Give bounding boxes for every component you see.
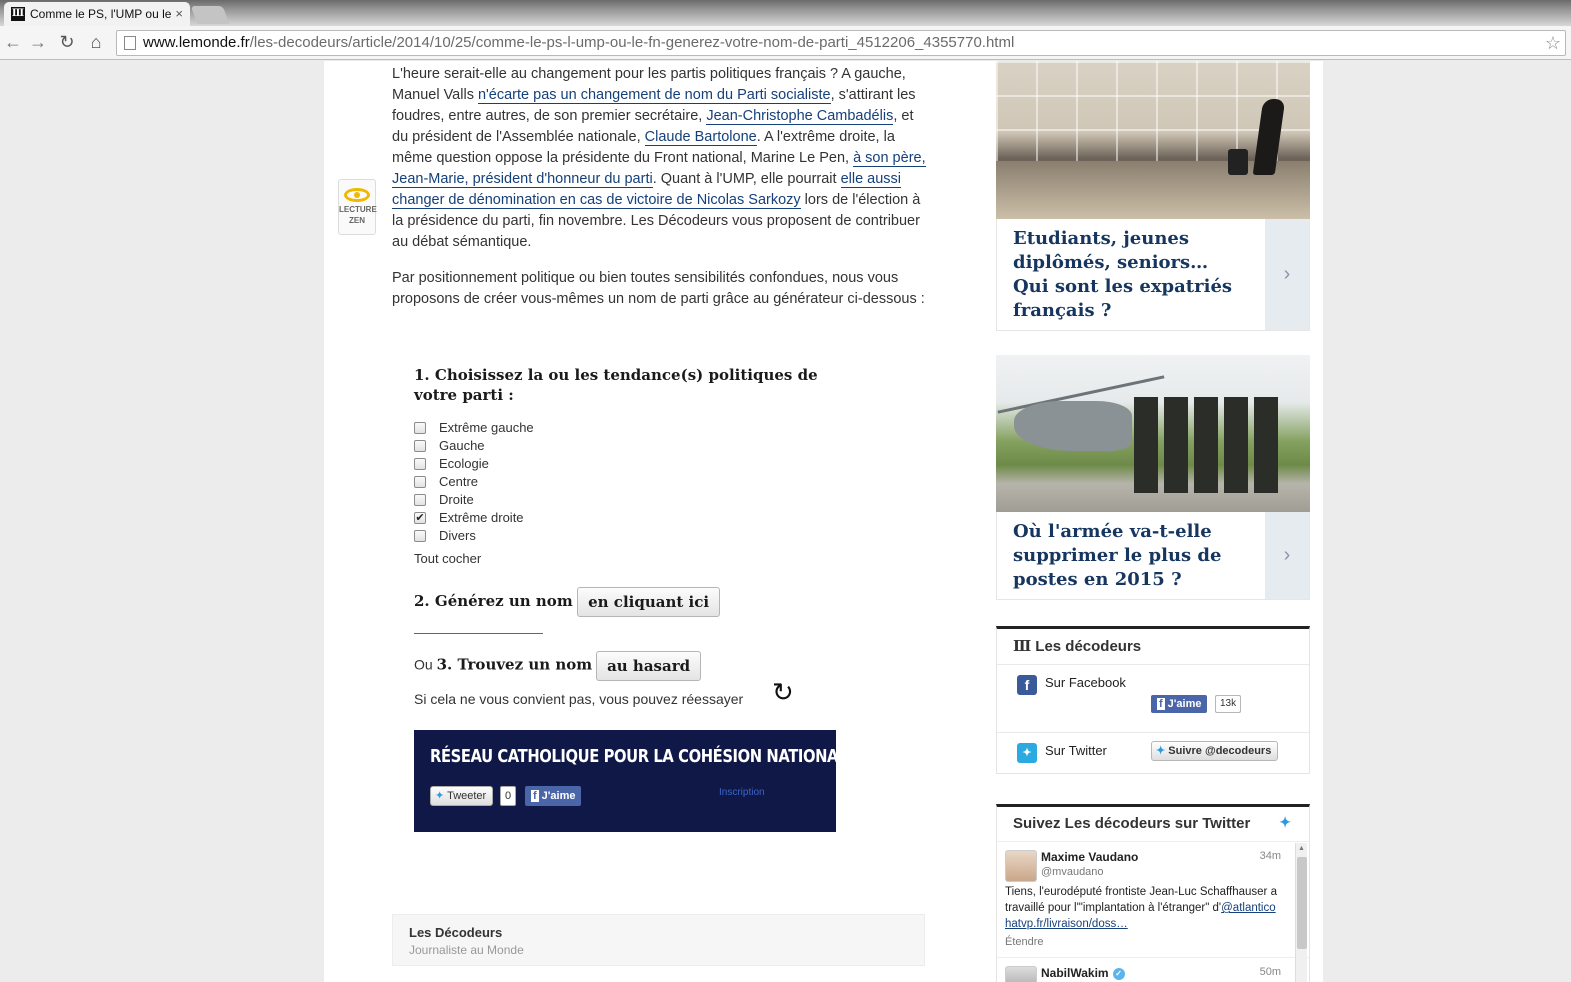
reload-icon[interactable]: ↻	[59, 32, 75, 52]
generated-party-name: RÉSEAU CATHOLIQUE POUR LA COHÉSION NATIONALE	[430, 746, 857, 767]
article-link[interactable]: n'écarte pas un changement de nom du Parti socialiste	[477, 87, 831, 103]
tweet-button[interactable]	[430, 786, 493, 806]
star-icon[interactable]: ☆	[1544, 33, 1561, 53]
tendency-checkbox[interactable]	[414, 494, 426, 506]
tendency-option[interactable]	[414, 527, 854, 545]
generated-name-box	[414, 730, 857, 832]
tweet-link[interactable]: hatvp.fr/livraison/doss…	[1005, 918, 1128, 930]
tweet-author-name[interactable]: Maxime Vaudano	[1041, 850, 1139, 864]
panel-title-text: Les décodeurs	[1035, 638, 1142, 655]
lemonde-favicon-icon: Ⅲ	[11, 8, 25, 19]
tendency-option[interactable]	[414, 419, 854, 437]
article-text: . A l'extrême droite, la même question oppose la présidente du Front national, Marine Le Pen,	[392, 129, 895, 166]
verified-badge-icon: ✓	[1113, 968, 1125, 980]
party-name-generator	[414, 365, 854, 707]
tweet-author-name[interactable]	[1041, 966, 1125, 980]
url-path: /les-decodeurs/article/2014/10/25/comme-le-ps-l-ump-ou-le-fn-generez-votre-nom-de-parti_4512206_4355770.html	[249, 34, 1015, 51]
tendency-checkbox[interactable]	[414, 530, 426, 542]
like-button-label: J'aime	[541, 790, 576, 802]
retry-text: Si cela ne vous convient pas, vous pouvez réessayer	[414, 691, 744, 707]
card-image-soldiers[interactable]	[996, 355, 1310, 512]
tendency-label: Divers	[439, 528, 476, 543]
check-all-link[interactable]: Tout cocher	[414, 551, 482, 566]
twitter-bird-icon[interactable]: ✦	[1279, 814, 1291, 830]
scroll-up-arrow-icon[interactable]: ▲	[1298, 845, 1305, 852]
forward-arrow-icon[interactable]: →	[29, 32, 47, 52]
step3-row	[414, 651, 701, 681]
tendency-option[interactable]	[414, 437, 854, 455]
lecture-zen-button[interactable]	[338, 179, 376, 235]
tendency-label: Extrême droite	[439, 510, 524, 525]
tweet-item	[997, 957, 1309, 982]
twitter-follow-button[interactable]	[1151, 741, 1278, 761]
article-link[interactable]: Jean-Christophe Cambadélis	[706, 108, 894, 124]
page-icon	[124, 36, 136, 50]
step2-row	[414, 587, 720, 617]
retry-row	[414, 677, 794, 707]
tendency-option[interactable]	[414, 473, 854, 491]
facebook-row	[997, 665, 1309, 733]
tweet-text	[1005, 884, 1287, 932]
tweet-text-run: Tiens, l'eurodéputé frontiste Jean-Luc Schaffhauser a travaillé pour l'"implantation à l'étranger" d'	[1005, 886, 1277, 914]
like-label: J'aime	[1167, 698, 1202, 710]
article-text: L'heure serait-elle au changement pour les partis politiques français ? A gauche, Manuel Valls	[392, 66, 906, 103]
tweet-author-name-text: NabilWakim	[1041, 966, 1109, 980]
browser-toolbar	[0, 26, 1571, 60]
tendency-checkbox[interactable]	[414, 458, 426, 470]
author-role: Journaliste au Monde	[409, 943, 524, 957]
tendency-label: Ecologie	[439, 456, 489, 471]
retry-arrow-icon[interactable]: ↻	[772, 677, 794, 707]
tendency-option[interactable]	[414, 491, 854, 509]
tendency-label: Centre	[439, 474, 479, 489]
panel-title	[997, 629, 1309, 665]
tweet-item	[997, 841, 1309, 957]
expand-tweet-link[interactable]: Étendre	[1005, 936, 1044, 948]
author-box	[392, 914, 925, 966]
tendency-label: Extrême gauche	[439, 420, 534, 435]
random-name-button[interactable]: au hasard	[596, 651, 701, 681]
tweet-time[interactable]: 34m	[1259, 850, 1281, 862]
tweet-time[interactable]: 50m	[1259, 966, 1281, 978]
card-image-airport[interactable]	[996, 61, 1310, 219]
avatar[interactable]	[1005, 850, 1037, 882]
article-paragraph-1	[392, 64, 926, 253]
facebook-icon: f	[533, 790, 537, 802]
chevron-right-icon[interactable]: ›	[1265, 219, 1309, 330]
sidebar-card-armee[interactable]	[996, 355, 1310, 600]
zen-label-2: ZEN	[349, 216, 365, 225]
browser-tab-bar	[0, 0, 1571, 26]
feed-title	[997, 807, 1309, 841]
twitter-label[interactable]: Sur Twitter	[1045, 743, 1107, 758]
facebook-icon[interactable]: f	[1017, 675, 1037, 695]
facebook-like-count: 13k	[1215, 695, 1241, 713]
twitter-bird-icon: ✦	[435, 790, 445, 802]
twitter-bird-icon: ✦	[1156, 745, 1166, 757]
twitter-row	[997, 733, 1309, 773]
facebook-icon: f	[1159, 698, 1163, 710]
tendency-option[interactable]	[414, 509, 854, 527]
avatar[interactable]	[1005, 966, 1037, 982]
tweet-author-handle[interactable]: @mvaudano	[1041, 866, 1104, 878]
follow-label: Suivre @decodeurs	[1168, 745, 1272, 757]
lemonde-logo-icon: Ⅲ	[1013, 637, 1032, 655]
tab-title: Comme le PS, l'UMP ou le	[30, 7, 172, 21]
tendency-option[interactable]	[414, 455, 854, 473]
facebook-like-button[interactable]	[1151, 695, 1207, 713]
decodeurs-social-panel	[996, 626, 1310, 774]
twitter-bird-icon[interactable]: ✦	[1017, 743, 1037, 763]
card-title[interactable]: Etudiants, jeunes diplômés, seniors… Qui sont les expatriés français ?	[1013, 228, 1233, 321]
article-link[interactable]: Claude Bartolone	[644, 129, 757, 145]
article-link[interactable]: elle aussi changer de dénomination en cas de victoire de Nicolas Sarkozy	[392, 171, 902, 208]
address-bar[interactable]	[116, 30, 1566, 56]
tendency-checkbox[interactable]	[414, 476, 426, 488]
zen-label-1: LECTURE	[339, 205, 377, 214]
tendency-label: Gauche	[439, 438, 485, 453]
tweet-link[interactable]: @atlantico	[1221, 902, 1276, 914]
browser-tab[interactable]	[4, 2, 190, 26]
step3-label: 3. Trouvez un nom	[436, 655, 593, 674]
tendency-label: Droite	[439, 492, 474, 507]
chevron-right-icon[interactable]: ›	[1265, 512, 1309, 599]
scrollbar-thumb[interactable]	[1297, 857, 1307, 949]
card-title[interactable]: Où l'armée va-t-elle supprimer le plus de postes en 2015 ?	[1013, 521, 1222, 590]
new-tab-button[interactable]	[191, 6, 230, 24]
tweet-count: 0	[500, 786, 516, 806]
article-text: lors de l'élection à la présidence du parti, fin novembre. Les Décodeurs vous proposent de contribuer au débat sémantique.	[392, 192, 921, 250]
step2-label: 2. Générez un nom	[414, 592, 573, 611]
twitter-feed-widget	[996, 804, 1310, 982]
or-label: Ou	[414, 656, 433, 673]
facebook-like-button[interactable]	[525, 786, 581, 806]
tweet-button-label: Tweeter	[447, 790, 487, 802]
author-name[interactable]: Les Décodeurs	[409, 925, 503, 940]
divider	[414, 633, 543, 634]
generate-name-button[interactable]: en cliquant ici	[577, 587, 720, 617]
facebook-label[interactable]: Sur Facebook	[1045, 675, 1126, 690]
feed-scrollbar[interactable]	[1295, 843, 1307, 982]
tendency-checkbox[interactable]	[414, 440, 426, 452]
article-text: , s'attirant les foudres, entre autres, de son premier secrétaire,	[392, 87, 916, 124]
url-domain: www.lemonde.fr	[143, 34, 250, 51]
web-page	[324, 61, 1323, 982]
feed-title-text: Suivez Les décodeurs sur Twitter	[1013, 815, 1251, 832]
tendency-checkbox-list	[414, 419, 854, 545]
article-link[interactable]: à son père, Jean-Marie, président d'honneur du parti	[392, 150, 926, 187]
close-tab-icon[interactable]: ×	[175, 6, 183, 21]
article-text: , et du président de l'Assemblée nationale,	[392, 108, 914, 145]
back-arrow-icon[interactable]: ←	[4, 32, 22, 52]
inscription-link[interactable]: Inscription	[719, 787, 765, 798]
tendency-checkbox[interactable]: ✔	[415, 512, 425, 524]
eye-icon	[344, 188, 370, 202]
sidebar-card-expatries[interactable]	[996, 61, 1310, 331]
article-text: . Quant à l'UMP, elle pourrait	[652, 171, 841, 187]
step1-title: 1. Choisissez la ou les tendance(s) politiques de votre parti :	[414, 366, 818, 404]
home-icon[interactable]: ⌂	[90, 32, 102, 52]
tendency-checkbox[interactable]	[414, 422, 426, 434]
article-paragraph-2: Par positionnement politique ou bien toutes sensibilités confondues, nous vous proposons de créer vous-mêmes un nom de parti grâce au générateur ci-dessous :	[392, 270, 925, 307]
